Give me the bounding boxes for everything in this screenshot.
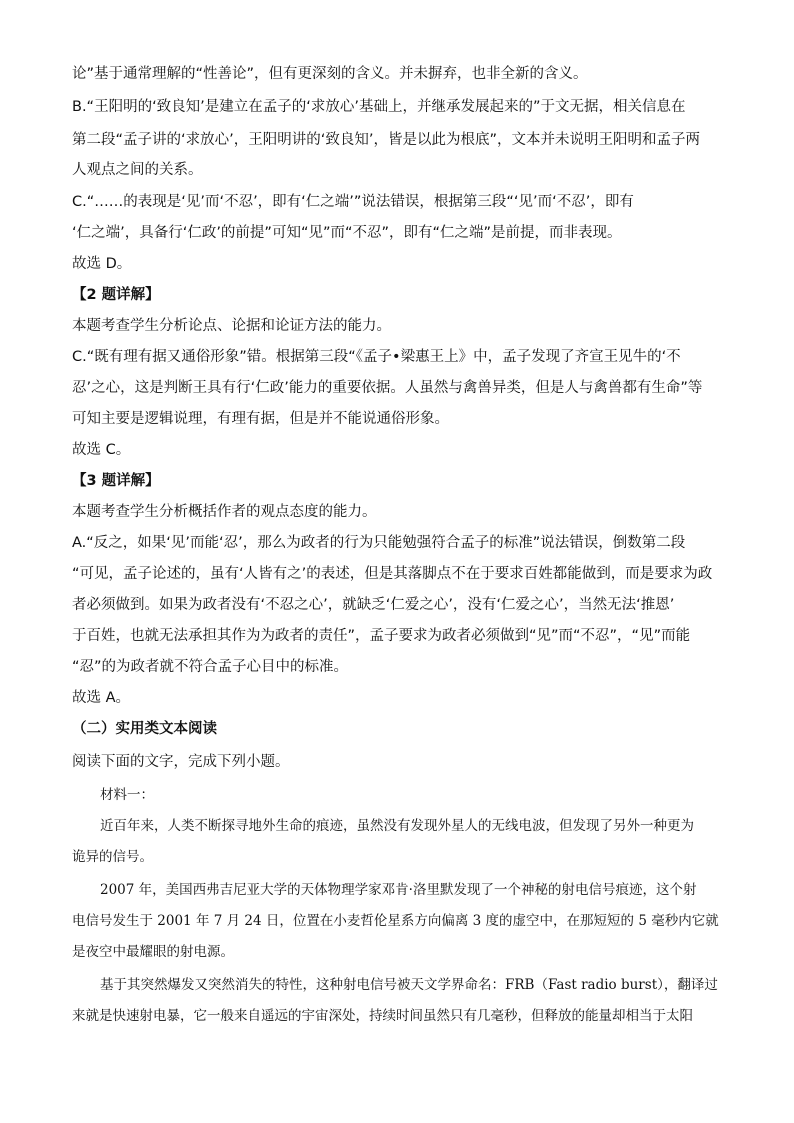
text-line-15: 本题考查学生分析概括作者的观点态度的能力。: [72, 504, 377, 520]
material-label: 材料一：: [100, 787, 154, 803]
material-line-6: 基于其突然爆发又突然消失的特性，这种射电信号被天文学界命名：FRB（Fast radio burst），翻译过: [100, 977, 718, 993]
text-line-6: ‘仁之端’，具备行‘仁政’的前提”可知“见”而“不忍”，即有“仁之端”是前提，而非表现。: [72, 225, 622, 241]
material-line-4: 电信号发生于 2001 年 7 月 24 日，位置在小麦哲伦星系方向偏离 3 度的虚空中，在那短短的 5 毫秒内它就: [72, 913, 719, 929]
text-line-1: 论”基于通常理解的“性善论”，但有更深刻的含义。并未摒弃，也非全新的含义。: [72, 66, 588, 82]
text-line-17: “可见，孟子论述的，虽有‘人皆有之’的表述，但是其落脚点不在于要求百姓都能做到，而是要求为政: [72, 566, 713, 582]
section-heading-2: 【2 题详解】: [72, 287, 160, 303]
text-line-16: A.“反之，如果‘见’而能‘忍’，那么为政者的行为只能勉强符合孟子的标准”说法错误，倒数第二段: [72, 535, 686, 551]
text-line-12: 可知主要是逻辑说理，有理有据，但是并不能说通俗形象。: [72, 411, 449, 427]
text-line-9: 本题考查学生分析论点、论据和论证方法的能力。: [72, 318, 391, 334]
text-line-7: 故选 D。: [72, 256, 132, 272]
section-heading-3: 【3 题详解】: [72, 473, 160, 489]
text-line-13: 故选 C。: [72, 442, 131, 458]
instruction-line: 阅读下面的文字，完成下列小题。: [72, 754, 290, 770]
text-line-4: 人观点之间的关系。: [72, 162, 203, 178]
material-line-1: 近百年来，人类不断探寻地外生命的痕迹，虽然没有发现外星人的无线电波，但发现了另外一种更为: [100, 818, 694, 834]
material-line-3: 2007 年，美国西弗吉尼亚大学的天体物理学家邓肯·洛里默发现了一个神秘的射电信号痕迹，这个射: [100, 882, 697, 898]
material-line-5: 是夜空中最耀眼的射电源。: [72, 944, 234, 960]
text-line-5: C.“……的表现是‘见’而‘不忍’，即有‘仁之端’”说法错误，根据第三段“‘见’而‘不忍’，即有: [72, 194, 634, 210]
material-line-7: 来就是快速射电暴，它一般来自遥远的宇宙深处，持续时间虽然只有几毫秒，但释放的能量却相当于太阳: [72, 1008, 693, 1024]
text-line-20: “忍”的为政者就不符合孟子心目中的标准。: [72, 659, 349, 675]
text-line-18: 者必须做到。如果为政者没有‘不忍之心’，就缺乏‘仁爱之心’，没有‘仁爱之心’，当然无法‘推恩’: [72, 597, 675, 613]
text-line-2: B.“王阳明的‘致良知’是建立在孟子的‘求放心’基础上，并继承发展起来的”于文无据，相关信息在: [72, 99, 686, 115]
text-line-21: 故选 A。: [72, 690, 131, 706]
text-line-10: C.“既有理有据又通俗形象”错。根据第三段“《孟子•梁惠王上》中，孟子发现了齐宣王见牛的‘不: [72, 349, 681, 365]
text-line-19: 于百姓，也就无法承担其作为为政者的责任”，孟子要求为政者必须做到“见”而“不忍”，“见”而能: [72, 628, 691, 644]
section-heading-practical: （二）实用类文本阅读: [72, 721, 217, 737]
text-line-11: 忍’之心，这是判断王具有行‘仁政’能力的重要依据。人虽然与禽兽异类，但是人与禽兽都有生命”等: [72, 380, 703, 396]
material-line-2: 诡异的信号。: [72, 849, 153, 865]
text-line-3: 第二段“孟子讲的‘求放心’，王阳明讲的‘致良知’，皆是以此为根底”，文本并未说明王阳明和孟子两: [72, 132, 700, 148]
